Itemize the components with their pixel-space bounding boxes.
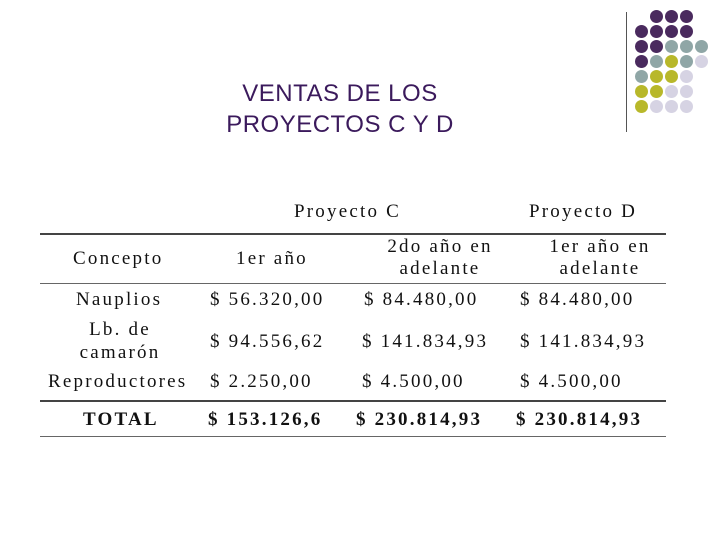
decorative-dot: [635, 55, 648, 68]
row-concept-lb-camaron: [60, 318, 180, 364]
decorative-dot: [650, 55, 663, 68]
column-header-c-year1: 1er año: [236, 248, 308, 269]
row-total-label: TOTAL: [83, 409, 159, 430]
slide-title: [180, 78, 500, 140]
column-header-d-year1-line1: 1er año en: [549, 236, 651, 257]
decorative-dot: [650, 40, 663, 53]
title-line-1: VENTAS DE LOS: [242, 80, 438, 107]
column-header-concepto: Concepto: [73, 248, 164, 269]
row-nauplios-d: $ 84.480,00: [520, 289, 635, 310]
group-header-proyecto-c: Proyecto C: [294, 201, 401, 222]
title-line-2: PROYECTOS C Y D: [226, 111, 454, 138]
row-nauplios-c-year2: $ 84.480,00: [364, 289, 479, 310]
header-bottom-rule: [40, 283, 666, 284]
decorative-dot: [635, 70, 648, 83]
column-header-d-year1-line2: adelante: [559, 258, 641, 279]
decorative-dot: [680, 10, 693, 23]
row-camaron-c-year2: $ 141.834,93: [362, 331, 489, 352]
decorative-dot: [680, 40, 693, 53]
row-reproductores-d: $ 4.500,00: [520, 371, 623, 392]
decorative-dot: [665, 100, 678, 113]
decorative-vertical-line: [626, 12, 627, 132]
total-bottom-rule: [40, 436, 666, 437]
column-header-c-year2-line1: 2do año en: [387, 236, 493, 257]
decorative-dot: [650, 85, 663, 98]
group-header-proyecto-d: Proyecto D: [529, 201, 638, 222]
column-header-c-year2-line2: adelante: [399, 258, 481, 279]
decorative-dot: [680, 25, 693, 38]
decorative-dot: [665, 10, 678, 23]
decorative-dot: [650, 10, 663, 23]
row-concept-lb-camaron-line2: camarón: [79, 342, 161, 363]
decorative-dot: [635, 85, 648, 98]
row-total-d: $ 230.814,93: [516, 409, 643, 430]
row-camaron-c-year1: $ 94.556,62: [210, 331, 325, 352]
decorative-dot: [650, 100, 663, 113]
decorative-dot: [680, 100, 693, 113]
decorative-dot: [650, 70, 663, 83]
decorative-dot: [635, 25, 648, 38]
row-reproductores-c-year1: $ 2.250,00: [210, 371, 313, 392]
decorative-dot: [635, 100, 648, 113]
decorative-dot: [635, 40, 648, 53]
column-header-d-year1: [520, 236, 680, 280]
row-concept-nauplios: Nauplios: [76, 289, 163, 310]
row-total-c-year2: $ 230.814,93: [356, 409, 483, 430]
decorative-dot: [650, 25, 663, 38]
decorative-dot: [665, 85, 678, 98]
header-top-rule: [40, 233, 666, 235]
decorative-dot: [695, 40, 708, 53]
decorative-dot: [665, 40, 678, 53]
decorative-dot: [680, 70, 693, 83]
decorative-dot: [665, 25, 678, 38]
total-top-rule: [40, 400, 666, 402]
decorative-dot: [695, 55, 708, 68]
decorative-dot: [680, 55, 693, 68]
row-reproductores-c-year2: $ 4.500,00: [362, 371, 465, 392]
row-nauplios-c-year1: $ 56.320,00: [210, 289, 325, 310]
row-total-c-year1: $ 153.126,6: [208, 409, 323, 430]
row-concept-reproductores: Reproductores: [48, 371, 188, 392]
decorative-dot: [680, 85, 693, 98]
decorative-dot: [665, 55, 678, 68]
row-concept-lb-camaron-line1: Lb. de: [89, 319, 151, 340]
row-camaron-d: $ 141.834,93: [520, 331, 647, 352]
decorative-dot: [665, 70, 678, 83]
column-header-c-year2: [360, 236, 520, 280]
